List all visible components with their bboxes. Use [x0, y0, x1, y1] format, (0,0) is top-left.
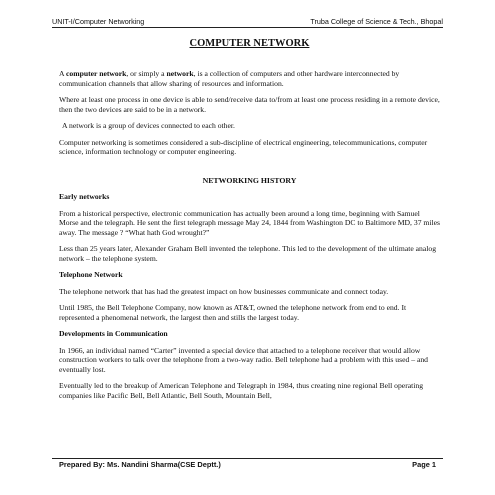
intro-paragraph-1 [59, 69, 440, 88]
developments-paragraph-1: In 1966, an individual named “Carter” invented a special device that attached to a telephone receiver that would allow construction workers to talk over the telephone from a two-way radio. Bell telephone had a problem with this used – and eventually lost. [59, 345, 428, 374]
subheading-early-networks: Early networks [59, 192, 110, 201]
header-unit-label: UNIT-I/Computer Networking [52, 17, 145, 26]
telephone-paragraph-2: Until 1985, the Bell Telephone Company, now known as AT&T, owned the telephone network from end to end. It represented a phenomenal network, the largest then and stills the largest today. [59, 303, 407, 322]
intro-paragraph-3: A network is a group of devices connected to each other. [62, 121, 235, 130]
early-networks-paragraph-2: Less than 25 years later, Alexander Graham Bell invented the telephone. This led to the development of the ultimate analog network – the telephone system. [59, 244, 437, 263]
term-computer-network: computer network [66, 69, 127, 78]
footer-rule [52, 458, 443, 459]
developments-paragraph-2: Eventually led to the breakup of American Telephone and Telegraph in 1984, thus creating nine regional Bell operating companies like Pacific Bell, Bell Atlantic, Bell South, Mountain Bell, [59, 381, 424, 400]
document-body [59, 38, 440, 407]
page-footer [59, 460, 436, 469]
intro-paragraph-4: Computer networking is sometimes considered a sub-discipline of electrical engineering, telecommunications, computer science, information technology or computer engineering. [59, 137, 428, 156]
section-heading-history: NETWORKING HISTORY [202, 175, 297, 185]
header-rule [52, 27, 443, 28]
footer-page-number: Page 1 [412, 460, 436, 469]
telephone-paragraph-1: The telephone network that has had the greatest impact on how businesses communicate and connect today. [59, 286, 389, 296]
intro-paragraph-2: Where at least one process in one device is able to send/receive data to/from at least one process residing in a remote device, then the two devices are said to be in a network. [59, 95, 440, 114]
intro-text: , is a collection of computers and other hardware interconnected by communication channels that allow sharing of resources and information. [59, 69, 400, 88]
header-college-label: Truba College of Science & Tech., Bhopal [310, 17, 443, 26]
subheading-telephone-network: Telephone Network [59, 270, 123, 279]
document-title: COMPUTER NETWORK [189, 38, 310, 49]
early-networks-paragraph-1: From a historical perspective, electronic communication has actually been around a long time, beginning with Samuel Morse and the telegraph. He sent the first telegraph message May 24, 1844 from Washington DC to Baltimore MD, 37 miles away. The message ? “What hath God wrought?” [59, 208, 440, 237]
intro-text: , or simply a [126, 69, 167, 78]
subheading-developments: Developments in Communication [59, 329, 168, 338]
footer-author: Prepared By: Ms. Nandini Sharma(CSE Deptt.) [59, 460, 221, 469]
intro-text: A [59, 69, 67, 78]
page-header [52, 12, 443, 26]
term-network: network [166, 69, 194, 78]
